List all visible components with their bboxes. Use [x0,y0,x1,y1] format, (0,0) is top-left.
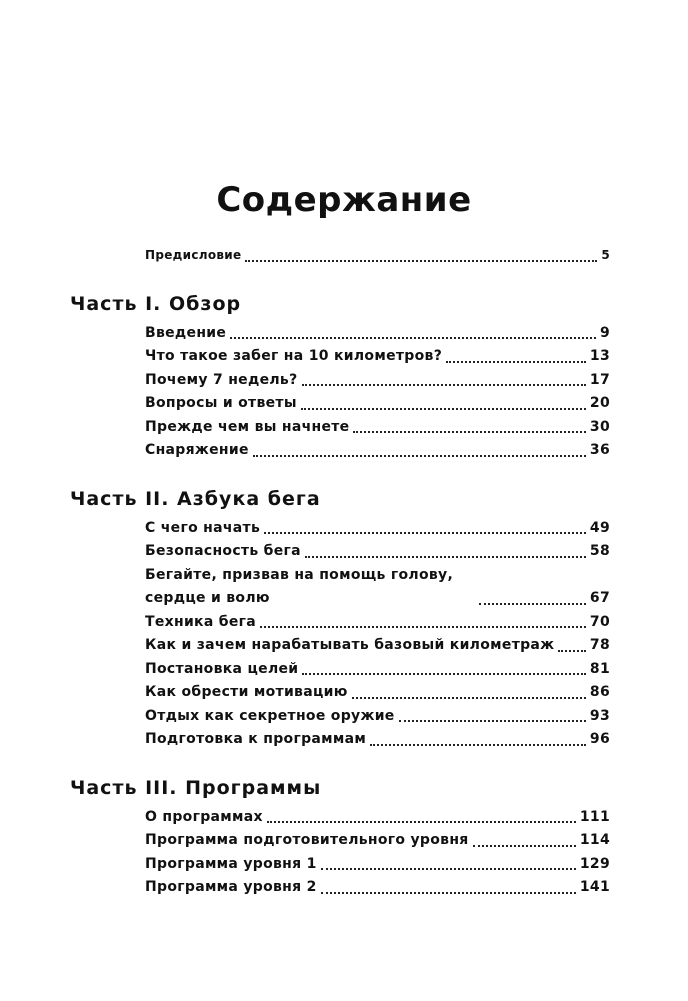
dot-leader [260,626,586,628]
dot-leader [399,720,586,722]
toc-entry-page: 17 [589,371,610,388]
part-3-entries [145,806,610,900]
toc-entry-page: 141 [579,879,610,895]
toc-entry-page: 5 [601,248,610,262]
part-heading-1: Часть I. Обзор [70,292,242,315]
toc-entry-title: Программа подготовительного уровня [145,832,469,848]
toc-entry-page: 86 [589,684,610,700]
toc-entry[interactable] [145,540,610,564]
toc-entry-title: Бегайте, призвав на помощь голову, сердце и волю [145,566,454,606]
dot-leader [321,868,576,870]
part-2-entries [145,517,610,752]
dot-leader [302,673,586,675]
toc-entry[interactable] [145,322,610,346]
toc-entry-page: 114 [579,832,610,848]
part-heading-2: Часть II. Азбука бега [70,487,321,510]
dot-leader [446,361,586,363]
toc-entry[interactable] [145,564,610,611]
toc-entry-page: 96 [589,731,610,747]
toc-entry-title: Постановка целей [145,660,299,677]
dot-leader [473,845,576,847]
toc-entry-title: Как обрести мотивацию [145,684,348,700]
toc-entry-title: С чего начать [145,519,261,536]
toc-entry-title: Снаряжение [145,442,249,458]
toc-entry[interactable] [145,829,610,853]
toc-entry[interactable] [145,658,610,682]
part-heading-3: Часть III. Программы [70,776,322,799]
toc-entry[interactable] [145,853,610,877]
dot-leader [230,337,596,339]
dot-leader [267,821,576,823]
toc-entry-page: 81 [589,660,610,677]
toc-entry[interactable] [145,634,610,658]
toc-entry[interactable] [145,705,610,729]
dot-leader [352,697,586,699]
toc-entry[interactable] [145,392,610,416]
toc-entry-page: 129 [579,855,610,872]
toc-entry-page: 70 [589,613,610,630]
toc-entry-page: 13 [589,348,610,364]
toc-entry[interactable] [145,416,610,440]
toc-entry[interactable] [145,517,610,541]
toc-entry-title: О программах [145,808,263,825]
toc-entry-page: 49 [589,519,610,536]
toc-entry-title: Предисловие [145,248,242,262]
toc-entry[interactable] [145,806,610,830]
toc-entry-page: 9 [599,324,610,341]
toc-entry-title: Почему 7 недель? [145,371,298,388]
toc-entry-title: Введение [145,324,227,341]
toc-entry-title: Что такое забег на 10 километров? [145,348,443,364]
dot-leader [370,744,586,746]
dot-leader [301,408,586,410]
toc-entry[interactable] [145,681,610,705]
toc-entry[interactable] [145,439,610,463]
toc-entry-page: 36 [589,442,610,458]
toc-entry[interactable] [145,611,610,635]
toc-entry-page: 78 [589,637,610,653]
toc-entry[interactable] [145,345,610,369]
toc-entry[interactable] [145,369,610,393]
dot-leader [558,650,586,652]
toc-entry-title: Техника бега [145,613,257,630]
toc-entry-page: 30 [589,418,610,435]
toc-entry-title: Подготовка к программам [145,731,367,747]
dot-leader [305,556,586,558]
toc-entry-title: Программа уровня 2 [145,879,317,895]
toc-entry-preface[interactable] [145,244,610,268]
page-title: Содержание [216,180,472,220]
toc-entry-page: 58 [589,543,610,559]
toc-entry-title: Безопасность бега [145,543,301,559]
toc-entry-page: 93 [589,707,610,724]
part-1-entries [145,322,610,463]
preface-block [145,244,610,268]
dot-leader [264,532,586,534]
dot-leader [321,892,576,894]
toc-entry[interactable] [145,876,610,900]
dot-leader [353,431,585,433]
dot-leader [245,260,597,262]
toc-entry-title: Отдых как секретное оружие [145,707,395,724]
toc-entry-title: Прежде чем вы начнете [145,418,350,435]
toc-entry-title: Программа уровня 1 [145,855,317,872]
dot-leader [253,455,586,457]
toc-entry-title: Вопросы и ответы [145,395,297,411]
toc-entry-page: 20 [589,395,610,411]
dot-leader [302,384,586,386]
dot-leader [479,603,586,605]
table-of-contents [70,244,610,900]
toc-entry-page: 67 [589,590,610,606]
toc-entry-page: 111 [579,808,610,825]
toc-entry-title: Как и зачем нарабатывать базовый километраж [145,637,555,653]
toc-entry[interactable] [145,728,610,752]
